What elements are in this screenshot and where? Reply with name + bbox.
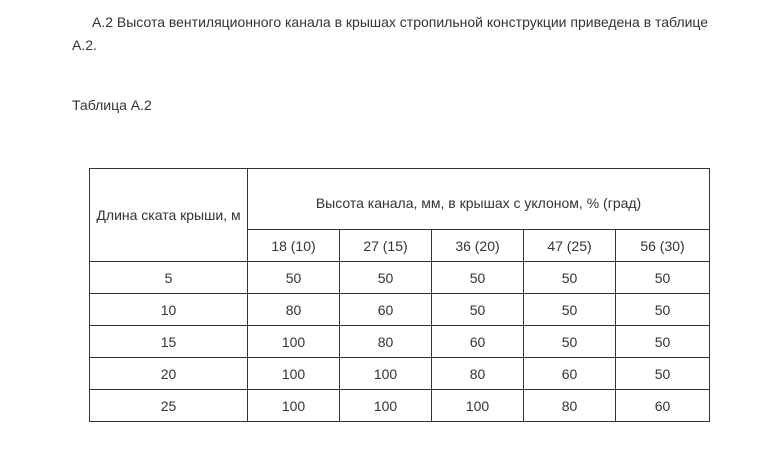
value-cell: 60 xyxy=(340,294,432,326)
ventilation-height-table xyxy=(89,168,710,422)
slope-header: 18 (10) xyxy=(248,230,340,262)
value-cell: 50 xyxy=(524,262,616,294)
value-cell: 50 xyxy=(616,294,710,326)
value-cell: 50 xyxy=(432,294,524,326)
value-cell: 100 xyxy=(340,358,432,390)
value-cell: 60 xyxy=(524,358,616,390)
slope-header: 56 (30) xyxy=(616,230,710,262)
value-cell: 100 xyxy=(340,390,432,422)
value-cell: 100 xyxy=(248,358,340,390)
roof-length-cell: 5 xyxy=(90,262,248,294)
value-cell: 60 xyxy=(616,390,710,422)
value-cell: 100 xyxy=(248,326,340,358)
value-cell: 80 xyxy=(524,390,616,422)
table-row xyxy=(90,390,710,422)
row-header-roof-length: Длина ската крыши, м xyxy=(90,169,248,262)
value-cell: 100 xyxy=(248,390,340,422)
value-cell: 50 xyxy=(524,326,616,358)
roof-length-cell: 20 xyxy=(90,358,248,390)
roof-length-cell: 10 xyxy=(90,294,248,326)
value-cell: 80 xyxy=(248,294,340,326)
intro-paragraph: А.2 Высота вентиляционного канала в крышах стропильной конструкции приведена в таблице А.2. xyxy=(72,14,709,53)
roof-length-cell: 25 xyxy=(90,390,248,422)
value-cell: 50 xyxy=(616,326,710,358)
value-cell: 80 xyxy=(340,326,432,358)
table-row xyxy=(90,358,710,390)
value-cell: 50 xyxy=(524,294,616,326)
value-cell: 50 xyxy=(616,262,710,294)
value-cell: 50 xyxy=(432,262,524,294)
table-caption: Таблица А.2 xyxy=(72,97,152,113)
slope-header: 47 (25) xyxy=(524,230,616,262)
value-cell: 50 xyxy=(616,358,710,390)
group-header-channel-height: Высота канала, мм, в крышах с уклоном, % (град) xyxy=(248,169,710,230)
value-cell: 100 xyxy=(432,390,524,422)
table-row xyxy=(90,262,710,294)
table-row xyxy=(90,326,710,358)
slope-header: 36 (20) xyxy=(432,230,524,262)
value-cell: 60 xyxy=(432,326,524,358)
table-row xyxy=(90,294,710,326)
slope-header: 27 (15) xyxy=(340,230,432,262)
value-cell: 50 xyxy=(340,262,432,294)
value-cell: 50 xyxy=(248,262,340,294)
value-cell: 80 xyxy=(432,358,524,390)
roof-length-cell: 15 xyxy=(90,326,248,358)
